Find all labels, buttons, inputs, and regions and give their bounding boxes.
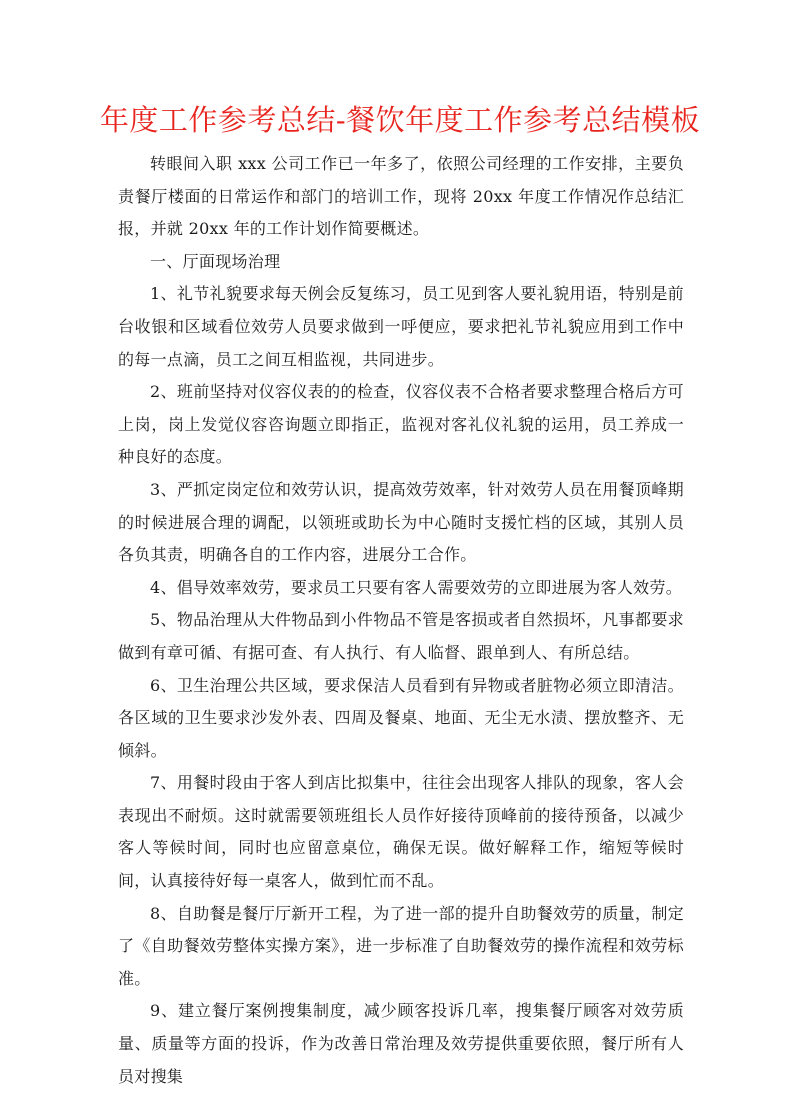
- paragraph-item-8: 8、自助餐是餐厅厅新开工程，为了进一部的提升自助餐效劳的质量，制定了《自助餐效劳整体实操方案》，进一步标准了自助餐效劳的操作流程和效劳标准。: [118, 903, 684, 988]
- section-heading: 一、厅面现场治理: [150, 251, 281, 271]
- document-title: 年度工作参考总结-餐饮年度工作参考总结模板: [99, 103, 701, 137]
- paragraph-item-1: 1、礼节礼貌要求每天例会反复练习，员工见到客人要礼貌用语，特别是前台收银和区域看位效劳人员要求做到一呼便应，要求把礼节礼貌应用到工作中的每一点滴，员工之间互相监视，共同进步。: [118, 284, 684, 369]
- paragraph-item-9: 9、建立餐厅案例搜集制度，减少顾客投诉几率，搜集餐厅顾客对效劳质量、质量等方面的投诉，作为改善日常治理及效劳提供重要依照，餐厅所有人员对搜集: [118, 1001, 684, 1086]
- paragraph-item-2: 2、班前坚持对仪容仪表的的检查，仪容仪表不合格者要求整理合格后方可上岗，岗上发觉仪容咨询题立即指正，监视对客礼仪礼貌的运用，员工养成一种良好的态度。: [118, 382, 684, 467]
- paragraph-item-3: 3、严抓定岗定位和效劳认识，提高效劳效率，针对效劳人员在用餐顶峰期的时候进展合理的调配，以领班或助长为中心随时支援忙档的区域，其别人员各负其责，明确各自的工作内容，进展分工合作。: [118, 479, 684, 565]
- paragraph-item-6: 6、卫生治理公共区域，要求保洁人员看到有异物或者脏物必须立即清洁。各区域的卫生要求沙发外表、四周及餐桌、地面、无尘无水渍、摆放整齐、无倾斜。: [118, 675, 684, 760]
- paragraph-item-7: 7、用餐时段由于客人到店比拟集中，往往会出现客人排队的现象，客人会表现出不耐烦。这时就需要领班组长人员作好接待顶峰前的接待预备，以减少客人等候时间，同时也应留意桌位，确保无误。做好解释工作，缩短等候时间，认真接待好每一桌客人，做到忙而不乱。: [118, 773, 684, 891]
- document-body: [118, 148, 684, 1093]
- intro-paragraph: 转眼间入职 xxx 公司工作已一年多了，依照公司经理的工作安排，主要负责餐厅楼面的日常运作和部门的培训工作，现将 20xx 年度工作情况作总结汇报，并就 20xx 年的工作计划作简要概述。: [118, 154, 684, 239]
- paragraph-item-4: 4、倡导效率效劳，要求员工只要有客人需要效劳的立即进展为客人效劳。: [150, 577, 683, 597]
- paragraph-item-5: 5、物品治理从大件物品到小件物品不管是客损或者自然损坏，凡事都要求做到有章可循、有据可查、有人执行、有人临督、跟单到人、有所总结。: [118, 610, 684, 662]
